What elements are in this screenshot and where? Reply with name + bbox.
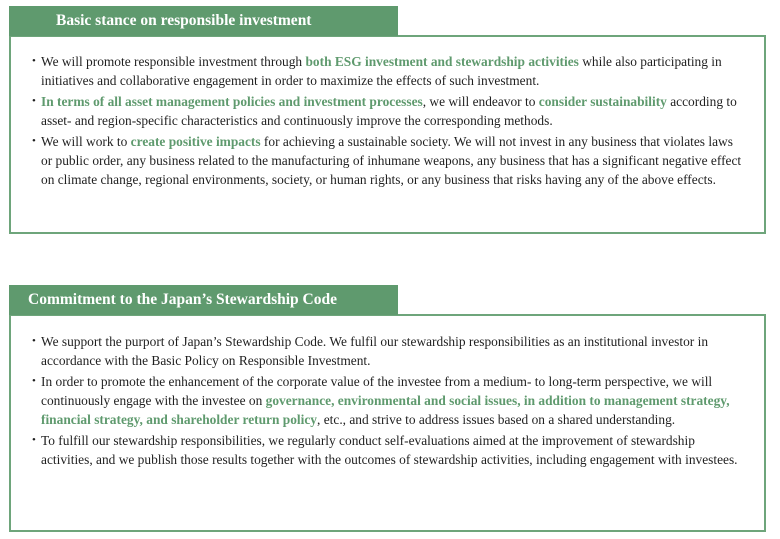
item-text: , etc., and strive to address issues based on a shared understanding. [317, 412, 676, 427]
item-highlight: create positive impacts [130, 134, 261, 149]
item-text: We will promote responsible investment through [41, 54, 306, 69]
item-highlight: consider sustainability [538, 94, 667, 109]
bullet-list [11, 316, 764, 469]
section-title: Commitment to the Japan’s Stewardship Code [28, 291, 337, 308]
item-highlight: In terms of all asset management policies and investment processes [41, 94, 423, 109]
section-stewardship-code [9, 285, 766, 532]
list-item [11, 431, 764, 469]
list-item [11, 132, 764, 189]
list-item [11, 332, 764, 370]
item-text: while also participating in initiatives and collaborative engagement in order to maximize the effects of such investment. [41, 54, 722, 88]
item-text: To fulfill our stewardship responsibilities, we regularly conduct self-evaluations aimed at the improvement of stewardship activities, and we publish those results together with the outcomes of stewardship activities, including engagement with investees. [41, 433, 738, 467]
list-item [11, 92, 764, 130]
bullet-list [11, 37, 764, 189]
item-text: We support the purport of Japan’s Stewardship Code. We fulfil our stewardship responsibilities as an institutional investor in accordance with the Basic Policy on Responsible Investment. [41, 334, 709, 368]
item-text: In order to promote the enhancement of the corporate value of the investee from a medium- to long-term perspective, we will continuously engage with the investee on [41, 374, 713, 408]
section-title: Basic stance on responsible investment [56, 12, 312, 29]
list-item [11, 52, 764, 90]
item-text: for achieving a sustainable society. We will not invest in any business that violates laws or public order, any business related to the manufacturing of inhumane weapons, any business that has a significant negative effect on climate change, regional environments, society, or human rights, or any business that risks having any of the above effects. [41, 134, 742, 187]
list-item [11, 372, 764, 429]
item-text: We will work to [41, 134, 131, 149]
section-title-tab [9, 285, 398, 315]
item-highlight: both ESG investment and stewardship activities [305, 54, 579, 69]
section-box [9, 35, 766, 234]
section-basic-stance [9, 6, 766, 234]
item-text: , we will endeavor to [422, 94, 539, 109]
item-highlight: governance, environmental and social issues, in addition to management strategy, financial strategy, and shareholder return policy [41, 393, 730, 427]
section-title-tab [9, 6, 398, 36]
item-text: according to asset- and region-specific characteristics and continuously improve the corresponding methods. [41, 94, 737, 128]
section-box [9, 314, 766, 532]
